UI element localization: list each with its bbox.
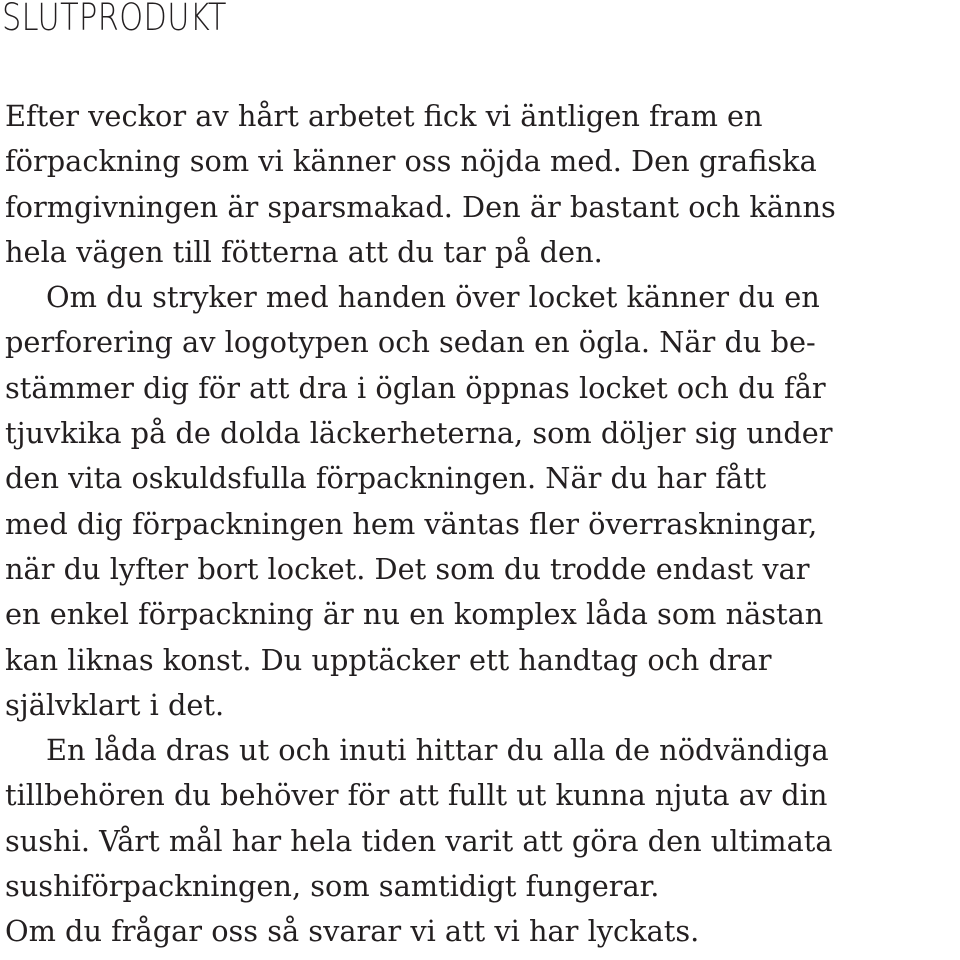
page-heading: SLUTPRODUKT [2,0,227,39]
text-line: sushiförpackningen, som samtidigt fungerar. [5,869,660,904]
text-line: en enkel förpackning är nu en komplex låda som nästan [5,597,824,632]
text-line: hela vägen till fötterna att du tar på den. [5,234,603,269]
text-line: tjuvkika på de dolda läckerheterna, som döljer sig under [5,416,833,451]
text-line: Om du stryker med handen över locket känner du en [46,280,820,315]
text-line: En låda dras ut och inuti hittar du alla de nödvändiga [46,733,829,768]
text-line: förpackning som vi känner oss nöjda med. Den grafiska [5,144,817,179]
text-line: kan liknas konst. Du upptäcker ett handtag och drar [5,642,772,677]
text-line: Om du frågar oss så svarar vi att vi har lyckats. [5,914,700,949]
body-text [5,94,960,955]
text-line: perforering av logotypen och sedan en ögla. När du be- [5,325,816,360]
text-line: med dig förpackningen hem väntas fler överraskningar, [5,506,818,541]
text-line: stämmer dig för att dra i öglan öppnas locket och du får [5,370,826,405]
text-line: Efter veckor av hårt arbetet fick vi äntligen fram en [5,99,763,133]
text-line: självklart i det. [5,687,225,722]
text-line: sushi. Vårt mål har hela tiden varit att göra den ultimata [5,823,833,858]
text-line: den vita oskuldsfulla förpackningen. När du har fått [5,461,767,496]
text-line: tillbehören du behöver för att fullt ut kunna njuta av din [5,778,828,813]
text-line: formgivningen är sparsmakad. Den är bastant och känns [5,189,836,224]
text-line: när du lyfter bort locket. Det som du trodde endast var [5,551,810,586]
